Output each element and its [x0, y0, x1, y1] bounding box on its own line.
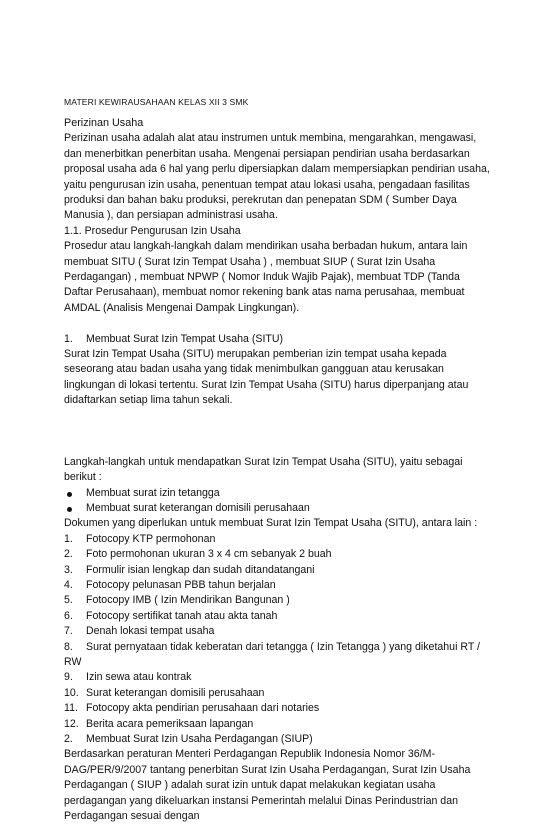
- list-item: [64, 670, 490, 685]
- intro-paragraph: Perizinan usaha adalah alat atau instrumen untuk membina, mengarahkan, mengawasi, dan menerbitkan penerbitan usaha. Mengenai persiapan pendirian usaha berdasarkan proposal usaha ada 6 hal yang perlu dipersiapkan dalam mempersiapkan pendirian usaha, yaitu pengurusan izin usaha, penentuan tempat atau lokasi usaha, pengadaan fasilitas produksi dan bahan baku produksi, perekrutan dan penepatan SDM ( Sumber Daya Manusia ), dan persiapan administrasi usaha.: [64, 132, 490, 222]
- list-item: [64, 486, 490, 501]
- list-item-text: Foto permohonan ukuran 3 x 4 cm sebanyak 2 buah: [86, 548, 332, 561]
- list-number: 2.: [64, 548, 73, 561]
- list-item-text: Izin sewa atau kontrak: [86, 671, 192, 684]
- list-number: 7.: [64, 625, 73, 638]
- list-item-text: Membuat surat keterangan domisili perusahaan: [86, 501, 310, 514]
- list-item: [64, 547, 490, 562]
- list-item: [64, 532, 490, 547]
- siup-heading-text: Membuat Surat Izin Usaha Perdagangan (SIUP): [86, 733, 313, 746]
- list-number: 11.: [64, 702, 78, 715]
- list-number: 5.: [64, 594, 73, 607]
- situ-heading: [64, 332, 490, 347]
- situ-heading-text: Membuat Surat Izin Tempat Usaha (SITU): [86, 332, 284, 345]
- docs-intro: Dokumen yang diperlukan untuk membuat Surat Izin Tempat Usaha (SITU), antara lain :: [64, 517, 478, 530]
- siup-paragraph: Berdasarkan peraturan Menteri Perdagangan Republik Indonesia Nomor 36/M-DAG/PER/9/2007 tantang penerbitan Surat Izin Usaha Perdagangan, Surat Izin Usaha Perdagangan ( SIUP ) adalah surat izin untuk dapat melakukan kegiatan usaha perdagangan yang dikeluarkan instansi Pemerintah melalui Dinas Perindustrian dan Perdagangan sesuai dengan: [64, 748, 471, 823]
- document-page: [64, 96, 490, 824]
- spacer: [64, 409, 490, 455]
- list-item: [64, 624, 490, 639]
- sub-heading: 1.1. Prosedur Pengurusan Izin Usaha: [64, 224, 241, 237]
- bullet-icon: [67, 507, 72, 512]
- list-number: 8.: [64, 640, 73, 653]
- list-item-text: Fotocopy pelunasan PBB tahun berjalan: [86, 578, 276, 591]
- list-item-text: Fotocopy KTP permohonan: [86, 532, 216, 545]
- section-heading: Perizinan Usaha: [64, 117, 144, 129]
- list-item: [64, 609, 490, 624]
- list-number: 4.: [64, 578, 73, 591]
- procedure-paragraph: Prosedur atau langkah-langkah dalam mendirikan usaha berbadan hukum, antara lain membuat SITU ( Surat Izin Tempat Usaha ) , membuat SIUP ( Surat Izin Usaha Perdagangan) , membuat NPWP ( Nomor Induk Wajib Pajak), membuat TDP (Tanda Daftar Perusahaan), membuat nomor rekening bank atas nama perusahaa, membuat AMDAL (Analisis Mengenai Dampak Lingkungan).: [64, 240, 468, 314]
- list-number: 3.: [64, 563, 73, 576]
- situ-heading-number: 1.: [64, 332, 73, 345]
- list-item: [64, 593, 490, 608]
- list-item: [64, 686, 490, 701]
- list-number: 9.: [64, 671, 73, 684]
- list-item: [64, 717, 490, 732]
- list-item-text: Surat pernyataan tidak keberatan dari tetangga ( Izin Tetangga ) yang diketahui RT / RW: [64, 640, 480, 668]
- siup-heading-number: 2.: [64, 733, 73, 746]
- list-item-text: Denah lokasi tempat usaha: [86, 625, 215, 638]
- list-number: 12.: [64, 717, 79, 730]
- situ-paragraph: Surat Izin Tempat Usaha (SITU) merupakan pemberian izin tempat usaha kepada seseorang atau badan usaha yang tidak menimbulkan gangguan atau kerusakan lingkungan di lokasi tertentu. Surat Izin Tempat Usaha (SITU) harus diperpanjang atau didaftarkan setiap lima tahun sekali.: [64, 348, 469, 407]
- list-item-text: Fotocopy akta pendirian perusahaan dari notaries: [86, 702, 320, 715]
- list-item-text: Fotocopy sertifikat tanah atau akta tanah: [86, 609, 278, 622]
- documents-list: [64, 532, 490, 732]
- list-item: [64, 701, 490, 716]
- steps-intro: Langkah-langkah untuk mendapatkan Surat Izin Tempat Usaha (SITU), yaitu sebagai berikut :: [64, 455, 463, 484]
- steps-list: [64, 486, 490, 517]
- list-item: [64, 640, 490, 671]
- list-number: 6.: [64, 609, 73, 622]
- list-number: 1.: [64, 532, 73, 545]
- document-title: MATERI KEWIRAUSAHAAN KELAS XII 3 SMK: [64, 97, 249, 107]
- list-item-text: Formulir isian lengkap dan sudah ditandatangani: [86, 563, 315, 576]
- list-item: [64, 563, 490, 578]
- list-item-text: Membuat surat izin tetangga: [86, 486, 220, 499]
- list-item: [64, 578, 490, 593]
- list-number: 10.: [64, 686, 79, 699]
- list-item-text: Berita acara pemeriksaan lapangan: [86, 717, 254, 730]
- list-item-text: Fotocopy IMB ( Izin Mendirikan Bangunan ): [86, 594, 290, 607]
- spacer: [64, 316, 490, 331]
- siup-heading: [64, 732, 490, 747]
- bullet-icon: [67, 492, 72, 497]
- list-item-text: Surat keterangan domisili perusahaan: [86, 686, 265, 699]
- list-item: [64, 501, 490, 516]
